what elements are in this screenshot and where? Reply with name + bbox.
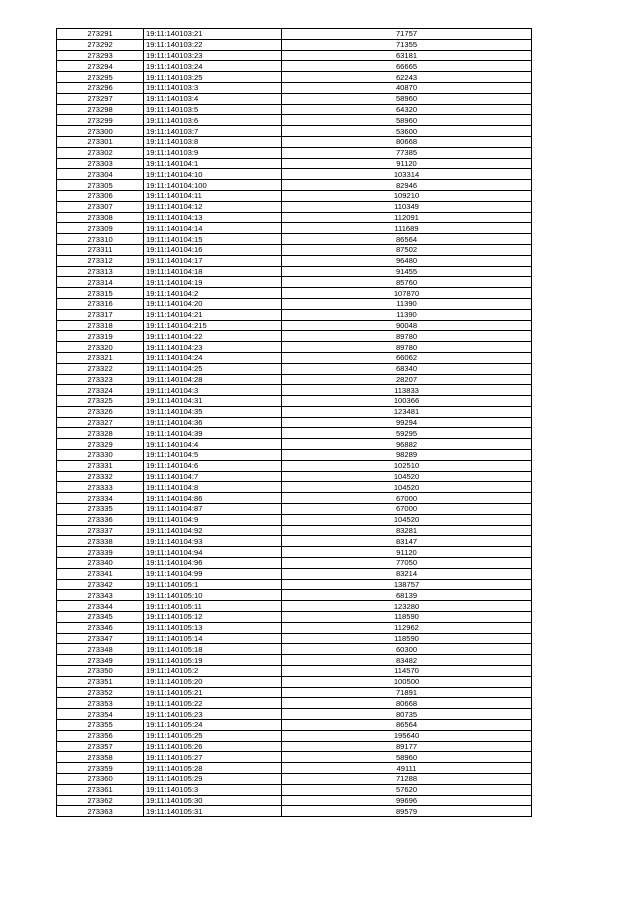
- table-row: [57, 93, 532, 104]
- row-number-cell: 273361: [57, 784, 144, 795]
- row-number-cell: 273336: [57, 514, 144, 525]
- row-number-cell: 273303: [57, 158, 144, 169]
- row-number-cell: 273352: [57, 687, 144, 698]
- row-number-cell: 273301: [57, 136, 144, 147]
- value-cell: 66062: [282, 352, 532, 363]
- table-row: [57, 720, 532, 731]
- row-number-cell: 273316: [57, 298, 144, 309]
- value-cell: 91120: [282, 547, 532, 558]
- cadastral-number-cell: 19:11:140105:13: [144, 622, 282, 633]
- cadastral-number-cell: 19:11:140104:28: [144, 374, 282, 385]
- cadastral-number-cell: 19:11:140105:31: [144, 806, 282, 817]
- table-row: [57, 493, 532, 504]
- value-cell: 104520: [282, 482, 532, 493]
- cadastral-number-cell: 19:11:140104:15: [144, 234, 282, 245]
- cadastral-number-cell: 19:11:140105:28: [144, 763, 282, 774]
- table-row: [57, 471, 532, 482]
- row-number-cell: 273333: [57, 482, 144, 493]
- row-number-cell: 273334: [57, 493, 144, 504]
- value-cell: 89780: [282, 331, 532, 342]
- cadastral-number-cell: 19:11:140104:22: [144, 331, 282, 342]
- cadastral-number-cell: 19:11:140104:19: [144, 277, 282, 288]
- cadastral-number-cell: 19:11:140105:19: [144, 655, 282, 666]
- value-cell: 103314: [282, 169, 532, 180]
- cadastral-number-cell: 19:11:140103:9: [144, 147, 282, 158]
- row-number-cell: 273325: [57, 396, 144, 407]
- cadastral-number-cell: 19:11:140104:25: [144, 363, 282, 374]
- cadastral-number-cell: 19:11:140105:29: [144, 773, 282, 784]
- row-number-cell: 273346: [57, 622, 144, 633]
- row-number-cell: 273298: [57, 104, 144, 115]
- table-row: [57, 601, 532, 612]
- cadastral-number-cell: 19:11:140105:1: [144, 579, 282, 590]
- row-number-cell: 273304: [57, 169, 144, 180]
- value-cell: 195640: [282, 730, 532, 741]
- cadastral-number-cell: 19:11:140103:22: [144, 39, 282, 50]
- value-cell: 113833: [282, 385, 532, 396]
- row-number-cell: 273307: [57, 201, 144, 212]
- table-row: [57, 72, 532, 83]
- cadastral-number-cell: 19:11:140103:24: [144, 61, 282, 72]
- cadastral-number-cell: 19:11:140104:11: [144, 190, 282, 201]
- row-number-cell: 273345: [57, 612, 144, 623]
- value-cell: 109210: [282, 190, 532, 201]
- table-row: [57, 525, 532, 536]
- table-row: [57, 104, 532, 115]
- cadastral-number-cell: 19:11:140104:7: [144, 471, 282, 482]
- table-row: [57, 752, 532, 763]
- table-row: [57, 180, 532, 191]
- value-cell: 89177: [282, 741, 532, 752]
- value-cell: 71757: [282, 29, 532, 40]
- table-row: [57, 115, 532, 126]
- table-row: [57, 676, 532, 687]
- value-cell: 111689: [282, 223, 532, 234]
- cadastral-number-cell: 19:11:140105:25: [144, 730, 282, 741]
- row-number-cell: 273302: [57, 147, 144, 158]
- row-number-cell: 273309: [57, 223, 144, 234]
- value-cell: 99696: [282, 795, 532, 806]
- row-number-cell: 273296: [57, 82, 144, 93]
- row-number-cell: 273317: [57, 309, 144, 320]
- row-number-cell: 273348: [57, 644, 144, 655]
- value-cell: 58960: [282, 115, 532, 126]
- cadastral-number-cell: 19:11:140104:92: [144, 525, 282, 536]
- table-row: [57, 536, 532, 547]
- cadastral-number-cell: 19:11:140104:8: [144, 482, 282, 493]
- row-number-cell: 273339: [57, 547, 144, 558]
- cadastral-number-cell: 19:11:140104:20: [144, 298, 282, 309]
- table-row: [57, 795, 532, 806]
- table-row: [57, 352, 532, 363]
- cadastral-number-cell: 19:11:140104:13: [144, 212, 282, 223]
- value-cell: 57620: [282, 784, 532, 795]
- value-cell: 91455: [282, 266, 532, 277]
- table-row: [57, 277, 532, 288]
- value-cell: 87502: [282, 244, 532, 255]
- table-row: [57, 514, 532, 525]
- table-row: [57, 244, 532, 255]
- value-cell: 58960: [282, 752, 532, 763]
- row-number-cell: 273358: [57, 752, 144, 763]
- cadastral-number-cell: 19:11:140104:12: [144, 201, 282, 212]
- value-cell: 123280: [282, 601, 532, 612]
- cadastral-number-cell: 19:11:140105:11: [144, 601, 282, 612]
- table-body: [57, 29, 532, 817]
- row-number-cell: 273297: [57, 93, 144, 104]
- value-cell: 67000: [282, 493, 532, 504]
- table-row: [57, 482, 532, 493]
- row-number-cell: 273314: [57, 277, 144, 288]
- row-number-cell: 273320: [57, 342, 144, 353]
- cadastral-number-cell: 19:11:140104:6: [144, 460, 282, 471]
- row-number-cell: 273342: [57, 579, 144, 590]
- table-row: [57, 266, 532, 277]
- row-number-cell: 273341: [57, 568, 144, 579]
- value-cell: 96882: [282, 439, 532, 450]
- cadastral-number-cell: 19:11:140105:24: [144, 720, 282, 731]
- row-number-cell: 273315: [57, 288, 144, 299]
- table-row: [57, 784, 532, 795]
- row-number-cell: 273332: [57, 471, 144, 482]
- row-number-cell: 273351: [57, 676, 144, 687]
- value-cell: 104520: [282, 471, 532, 482]
- value-cell: 60300: [282, 644, 532, 655]
- cadastral-number-cell: 19:11:140103:3: [144, 82, 282, 93]
- cadastral-number-cell: 19:11:140104:16: [144, 244, 282, 255]
- value-cell: 80668: [282, 136, 532, 147]
- value-cell: 104520: [282, 514, 532, 525]
- table-row: [57, 806, 532, 817]
- cadastral-number-cell: 19:11:140105:20: [144, 676, 282, 687]
- row-number-cell: 273344: [57, 601, 144, 612]
- value-cell: 98289: [282, 450, 532, 461]
- cadastral-number-cell: 19:11:140104:99: [144, 568, 282, 579]
- row-number-cell: 273294: [57, 61, 144, 72]
- value-cell: 118590: [282, 612, 532, 623]
- value-cell: 11390: [282, 298, 532, 309]
- table-row: [57, 730, 532, 741]
- table-row: [57, 622, 532, 633]
- value-cell: 89780: [282, 342, 532, 353]
- row-number-cell: 273295: [57, 72, 144, 83]
- value-cell: 99294: [282, 417, 532, 428]
- row-number-cell: 273357: [57, 741, 144, 752]
- value-cell: 28207: [282, 374, 532, 385]
- table-row: [57, 666, 532, 677]
- row-number-cell: 273299: [57, 115, 144, 126]
- cadastral-number-cell: 19:11:140104:5: [144, 450, 282, 461]
- row-number-cell: 273312: [57, 255, 144, 266]
- cadastral-number-cell: 19:11:140104:4: [144, 439, 282, 450]
- table-row: [57, 201, 532, 212]
- value-cell: 114570: [282, 666, 532, 677]
- row-number-cell: 273330: [57, 450, 144, 461]
- row-number-cell: 273331: [57, 460, 144, 471]
- row-number-cell: 273362: [57, 795, 144, 806]
- row-number-cell: 273310: [57, 234, 144, 245]
- table-row: [57, 698, 532, 709]
- row-number-cell: 273329: [57, 439, 144, 450]
- value-cell: 138757: [282, 579, 532, 590]
- table-row: [57, 298, 532, 309]
- value-cell: 89579: [282, 806, 532, 817]
- value-cell: 71288: [282, 773, 532, 784]
- table-row: [57, 633, 532, 644]
- cadastral-number-cell: 19:11:140104:3: [144, 385, 282, 396]
- cadastral-number-cell: 19:11:140104:39: [144, 428, 282, 439]
- value-cell: 83482: [282, 655, 532, 666]
- cadastral-number-cell: 19:11:140104:100: [144, 180, 282, 191]
- row-number-cell: 273300: [57, 126, 144, 137]
- value-cell: 90048: [282, 320, 532, 331]
- value-cell: 100366: [282, 396, 532, 407]
- cadastral-number-cell: 19:11:140103:8: [144, 136, 282, 147]
- row-number-cell: 273322: [57, 363, 144, 374]
- table-row: [57, 82, 532, 93]
- table-row: [57, 363, 532, 374]
- row-number-cell: 273350: [57, 666, 144, 677]
- value-cell: 62243: [282, 72, 532, 83]
- cadastral-number-cell: 19:11:140104:17: [144, 255, 282, 266]
- cadastral-number-cell: 19:11:140103:4: [144, 93, 282, 104]
- row-number-cell: 273359: [57, 763, 144, 774]
- table-row: [57, 439, 532, 450]
- row-number-cell: 273326: [57, 406, 144, 417]
- cadastral-number-cell: 19:11:140104:87: [144, 504, 282, 515]
- value-cell: 71891: [282, 687, 532, 698]
- table-row: [57, 126, 532, 137]
- table-row: [57, 39, 532, 50]
- value-cell: 112091: [282, 212, 532, 223]
- cadastral-number-cell: 19:11:140105:30: [144, 795, 282, 806]
- row-number-cell: 273349: [57, 655, 144, 666]
- cadastral-number-cell: 19:11:140103:25: [144, 72, 282, 83]
- cadastral-number-cell: 19:11:140104:24: [144, 352, 282, 363]
- row-number-cell: 273292: [57, 39, 144, 50]
- data-table: [56, 28, 532, 817]
- table-row: [57, 773, 532, 784]
- cadastral-number-cell: 19:11:140103:5: [144, 104, 282, 115]
- table-row: [57, 417, 532, 428]
- value-cell: 91120: [282, 158, 532, 169]
- table-row: [57, 50, 532, 61]
- table-row: [57, 687, 532, 698]
- table-row: [57, 406, 532, 417]
- cadastral-number-cell: 19:11:140105:18: [144, 644, 282, 655]
- row-number-cell: 273321: [57, 352, 144, 363]
- value-cell: 83214: [282, 568, 532, 579]
- row-number-cell: 273293: [57, 50, 144, 61]
- cadastral-number-cell: 19:11:140105:2: [144, 666, 282, 677]
- value-cell: 82946: [282, 180, 532, 191]
- table-row: [57, 190, 532, 201]
- value-cell: 67000: [282, 504, 532, 515]
- cadastral-number-cell: 19:11:140105:27: [144, 752, 282, 763]
- cadastral-number-cell: 19:11:140104:14: [144, 223, 282, 234]
- value-cell: 80668: [282, 698, 532, 709]
- value-cell: 63181: [282, 50, 532, 61]
- value-cell: 107870: [282, 288, 532, 299]
- table-row: [57, 169, 532, 180]
- table-row: [57, 547, 532, 558]
- cadastral-number-cell: 19:11:140104:23: [144, 342, 282, 353]
- value-cell: 66665: [282, 61, 532, 72]
- table-row: [57, 644, 532, 655]
- cadastral-number-cell: 19:11:140104:96: [144, 558, 282, 569]
- table-row: [57, 234, 532, 245]
- cadastral-number-cell: 19:11:140104:36: [144, 417, 282, 428]
- table-row: [57, 223, 532, 234]
- row-number-cell: 273347: [57, 633, 144, 644]
- value-cell: 64320: [282, 104, 532, 115]
- cadastral-number-cell: 19:11:140104:35: [144, 406, 282, 417]
- table-row: [57, 29, 532, 40]
- row-number-cell: 273340: [57, 558, 144, 569]
- value-cell: 77385: [282, 147, 532, 158]
- table-row: [57, 741, 532, 752]
- table-row: [57, 579, 532, 590]
- cadastral-number-cell: 19:11:140104:9: [144, 514, 282, 525]
- value-cell: 123481: [282, 406, 532, 417]
- value-cell: 68340: [282, 363, 532, 374]
- table-row: [57, 147, 532, 158]
- table-row: [57, 450, 532, 461]
- cadastral-number-cell: 19:11:140105:12: [144, 612, 282, 623]
- cadastral-number-cell: 19:11:140104:18: [144, 266, 282, 277]
- cadastral-number-cell: 19:11:140104:215: [144, 320, 282, 331]
- value-cell: 68139: [282, 590, 532, 601]
- value-cell: 53600: [282, 126, 532, 137]
- table-row: [57, 288, 532, 299]
- row-number-cell: 273353: [57, 698, 144, 709]
- table-row: [57, 428, 532, 439]
- table-row: [57, 763, 532, 774]
- table-row: [57, 158, 532, 169]
- row-number-cell: 273306: [57, 190, 144, 201]
- cadastral-number-cell: 19:11:140104:1: [144, 158, 282, 169]
- table-row: [57, 460, 532, 471]
- row-number-cell: 273311: [57, 244, 144, 255]
- cadastral-number-cell: 19:11:140105:23: [144, 709, 282, 720]
- cadastral-number-cell: 19:11:140105:22: [144, 698, 282, 709]
- table-row: [57, 655, 532, 666]
- value-cell: 77050: [282, 558, 532, 569]
- table-row: [57, 558, 532, 569]
- cadastral-number-cell: 19:11:140103:23: [144, 50, 282, 61]
- table-row: [57, 568, 532, 579]
- table-row: [57, 255, 532, 266]
- row-number-cell: 273338: [57, 536, 144, 547]
- table-row: [57, 320, 532, 331]
- row-number-cell: 273305: [57, 180, 144, 191]
- row-number-cell: 273360: [57, 773, 144, 784]
- row-number-cell: 273355: [57, 720, 144, 731]
- cadastral-number-cell: 19:11:140105:14: [144, 633, 282, 644]
- cadastral-number-cell: 19:11:140105:3: [144, 784, 282, 795]
- cadastral-number-cell: 19:11:140104:86: [144, 493, 282, 504]
- table-row: [57, 61, 532, 72]
- table-row: [57, 342, 532, 353]
- table-row: [57, 331, 532, 342]
- table-row: [57, 212, 532, 223]
- value-cell: 80735: [282, 709, 532, 720]
- row-number-cell: 273328: [57, 428, 144, 439]
- value-cell: 96480: [282, 255, 532, 266]
- value-cell: 59295: [282, 428, 532, 439]
- value-cell: 83147: [282, 536, 532, 547]
- value-cell: 85760: [282, 277, 532, 288]
- row-number-cell: 273335: [57, 504, 144, 515]
- row-number-cell: 273308: [57, 212, 144, 223]
- table-row: [57, 309, 532, 320]
- value-cell: 112962: [282, 622, 532, 633]
- table-row: [57, 504, 532, 515]
- cadastral-number-cell: 19:11:140104:31: [144, 396, 282, 407]
- value-cell: 102510: [282, 460, 532, 471]
- row-number-cell: 273291: [57, 29, 144, 40]
- value-cell: 58960: [282, 93, 532, 104]
- cadastral-number-cell: 19:11:140104:93: [144, 536, 282, 547]
- value-cell: 11390: [282, 309, 532, 320]
- cadastral-number-cell: 19:11:140105:21: [144, 687, 282, 698]
- row-number-cell: 273354: [57, 709, 144, 720]
- value-cell: 71355: [282, 39, 532, 50]
- row-number-cell: 273337: [57, 525, 144, 536]
- table-row: [57, 385, 532, 396]
- table-row: [57, 709, 532, 720]
- cadastral-number-cell: 19:11:140103:7: [144, 126, 282, 137]
- row-number-cell: 273327: [57, 417, 144, 428]
- table-row: [57, 136, 532, 147]
- value-cell: 40870: [282, 82, 532, 93]
- cadastral-number-cell: 19:11:140103:21: [144, 29, 282, 40]
- cadastral-number-cell: 19:11:140103:6: [144, 115, 282, 126]
- cadastral-number-cell: 19:11:140105:26: [144, 741, 282, 752]
- row-number-cell: 273318: [57, 320, 144, 331]
- table-row: [57, 590, 532, 601]
- cadastral-number-cell: 19:11:140104:94: [144, 547, 282, 558]
- cadastral-number-cell: 19:11:140105:10: [144, 590, 282, 601]
- row-number-cell: 273323: [57, 374, 144, 385]
- row-number-cell: 273343: [57, 590, 144, 601]
- cadastral-number-cell: 19:11:140104:10: [144, 169, 282, 180]
- value-cell: 86564: [282, 234, 532, 245]
- row-number-cell: 273324: [57, 385, 144, 396]
- cadastral-number-cell: 19:11:140104:2: [144, 288, 282, 299]
- row-number-cell: 273363: [57, 806, 144, 817]
- value-cell: 118590: [282, 633, 532, 644]
- value-cell: 49111: [282, 763, 532, 774]
- value-cell: 100500: [282, 676, 532, 687]
- row-number-cell: 273356: [57, 730, 144, 741]
- value-cell: 83281: [282, 525, 532, 536]
- cadastral-number-cell: 19:11:140104:21: [144, 309, 282, 320]
- row-number-cell: 273319: [57, 331, 144, 342]
- value-cell: 110349: [282, 201, 532, 212]
- table-row: [57, 396, 532, 407]
- table-row: [57, 374, 532, 385]
- value-cell: 86564: [282, 720, 532, 731]
- table-row: [57, 612, 532, 623]
- row-number-cell: 273313: [57, 266, 144, 277]
